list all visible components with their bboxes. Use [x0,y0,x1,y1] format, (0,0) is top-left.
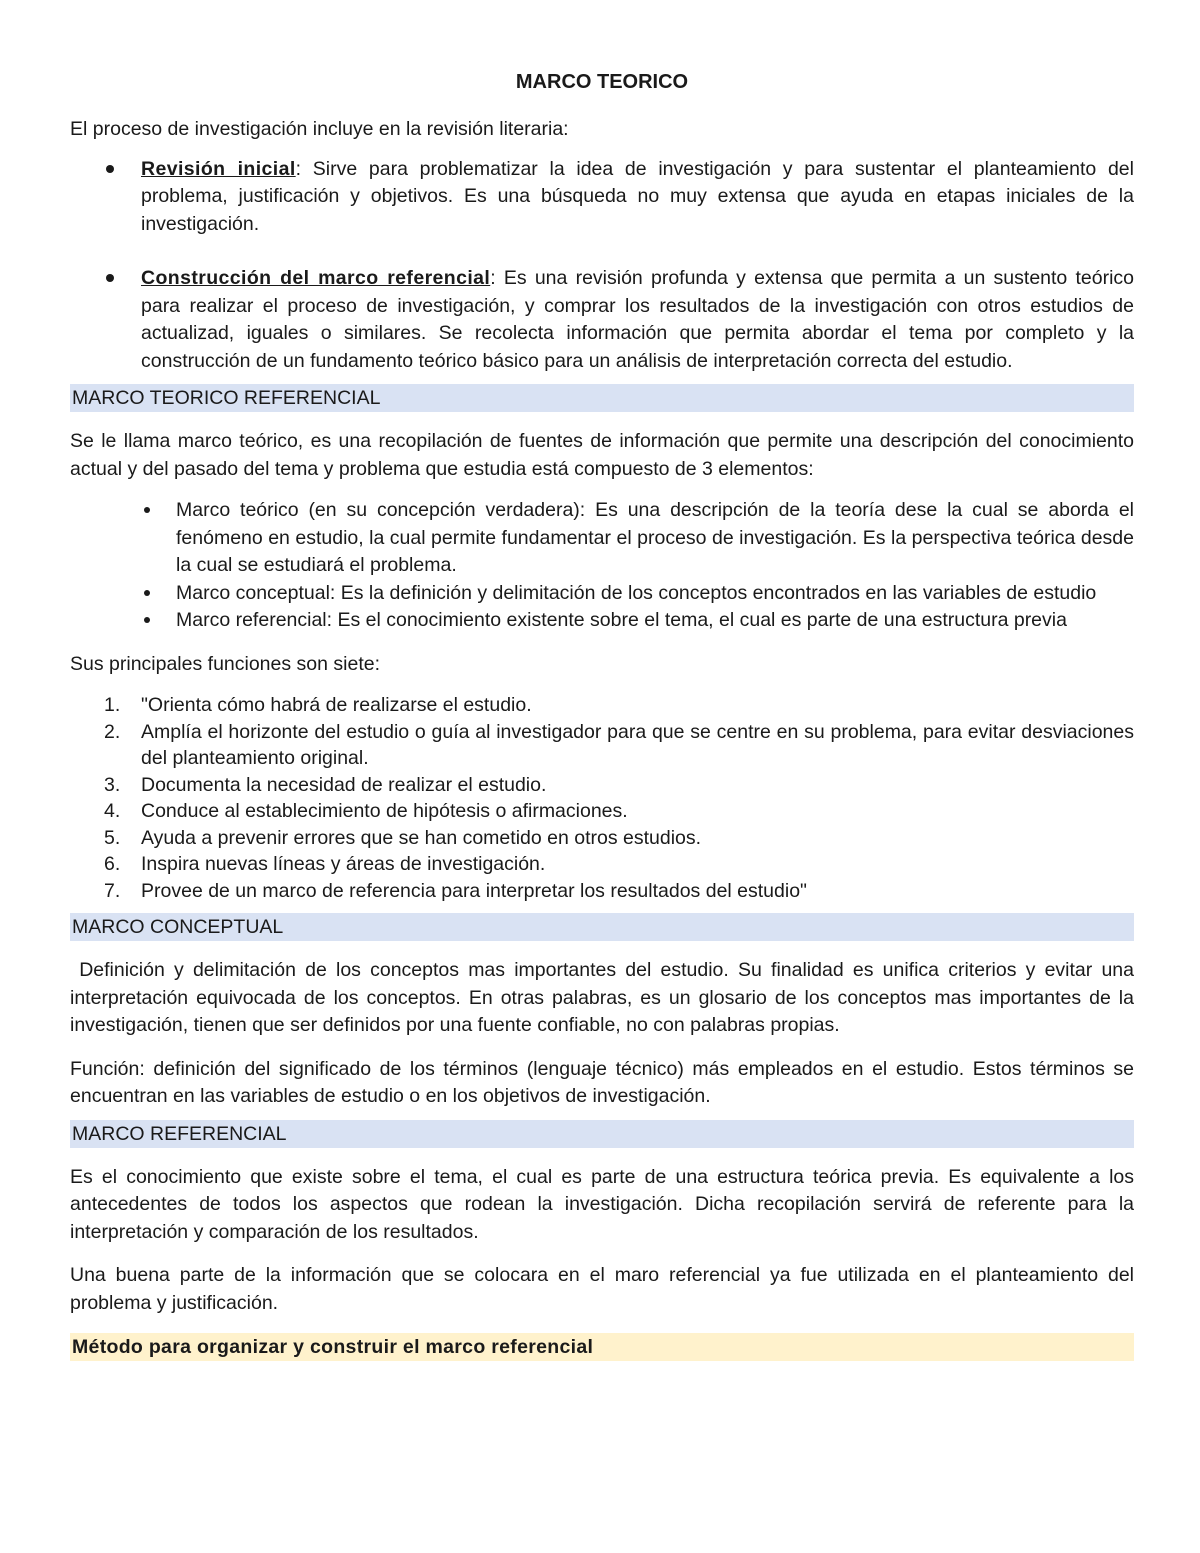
elements-list [70,497,1134,635]
bullet-icon [144,590,150,596]
bullet-icon [106,274,114,282]
list-item: Marco teórico (en su concepción verdadera): Es una descripción de la teoría dese la cual se aborda el fenómeno en estudio, la cual permite fundamentar el proceso de investigación. Es la perspectiva teórica desde la cual se estudiará el problema. [70,497,1134,580]
review-term: Revisión inicial [141,157,296,180]
list-item: 4. Conduce al establecimiento de hipótesis o afirmaciones. [104,800,628,822]
section-heading-referencial: MARCO REFERENCIAL [70,1120,1134,1148]
list-item: 2. Amplía el horizonte del estudio o guía al investigador para que se centre en su problema, para evitar desviaciones del planteamiento original. [104,720,1134,769]
bullet-icon [106,165,114,173]
section-heading-method: Método para organizar y construir el marco referencial [70,1333,1134,1361]
conceptual-paragraph: Definición y delimitación de los conceptos mas importantes del estudio. Su finalidad es unifica criterios y evitar una interpretación equivocada de los conceptos. En otras palabras, es un glosario de los conceptos mas importantes de la investigación, tienen que ser definidos por una fuente confiable, no con palabras propias. [70,959,1140,1036]
intro-paragraph: El proceso de investigación incluye en la revisión literaria: [70,118,569,140]
review-text: : Es una revisión profunda y extensa que permita a un sustento teórico para realizar el proceso de investigación, y comprar los resultados de la investigación con otros estudios de actualizad, iguales o similares. Se recolecta información que permita abordar el tema por completo y la construcción de un fundamento teórico básico para un análisis de interpretación correcta del estudio. [141,267,1135,372]
review-list [70,156,1134,376]
bullet-icon [144,507,150,513]
conceptual-function-paragraph: Función: definición del significado de los términos (lenguaje técnico) más empleados en el estudio. Estos términos se encuentran en las variables de estudio o en los objetivos de investigación. [70,1057,1134,1107]
referencial-paragraph-2: Una buena parte de la información que se colocara en el maro referencial ya fue utilizada en el planteamiento del problema y justificación. [70,1264,1134,1314]
review-text: : Sirve para problematizar la idea de investigación y para sustentar el planteamiento del problema, justificación y objetivos. Es una búsqueda no muy extensa que ayuda en etapas iniciales de la investigación. [141,157,1134,235]
review-term: Construcción del marco referencial [141,267,491,289]
list-item: Marco referencial: Es el conocimiento existente sobre el tema, el cual es parte de una estructura previa [70,607,1134,635]
document-page [70,68,1140,1361]
list-item: 3. Documenta la necesidad de realizar el estudio. [104,773,547,796]
review-item-construction [70,265,1134,375]
list-item: Marco conceptual: Es la definición y delimitación de los conceptos encontrados en las variables de estudio [70,580,1134,608]
bullet-icon [144,617,150,623]
functions-list [70,692,1134,904]
section-heading-teorico-referencial: MARCO TEORICO REFERENCIAL [70,384,1134,412]
list-item: 6. Inspira nuevas líneas y áreas de investigación. [104,853,546,875]
section-heading-conceptual: MARCO CONCEPTUAL [70,913,1134,941]
document-title: MARCO TEORICO [515,71,689,93]
review-item-initial [70,156,1134,239]
list-item: 7. Provee de un marco de referencia para interpretar los resultados del estudio" [104,879,807,902]
referencial-paragraph: Es el conocimiento que existe sobre el tema, el cual es parte de una estructura teórica previa. Es equivalente a los antecedentes de todos los aspectos que rodean la investigación. Dicha recopilación servirá de referente para la interpretación y comparación de los resultados. [70,1165,1134,1243]
list-item: 5. Ayuda a prevenir errores que se han cometido en otros estudios. [104,826,702,849]
list-item: 1. "Orienta cómo habrá de realizarse el estudio. [104,694,532,716]
teorico-referencial-paragraph: Se le llama marco teórico, es una recopilación de fuentes de información que permite una descripción del conocimiento actual y del pasado del tema y problema que estudia está compuesto de 3 elementos: [70,430,1134,480]
functions-intro: Sus principales funciones son siete: [70,652,381,675]
